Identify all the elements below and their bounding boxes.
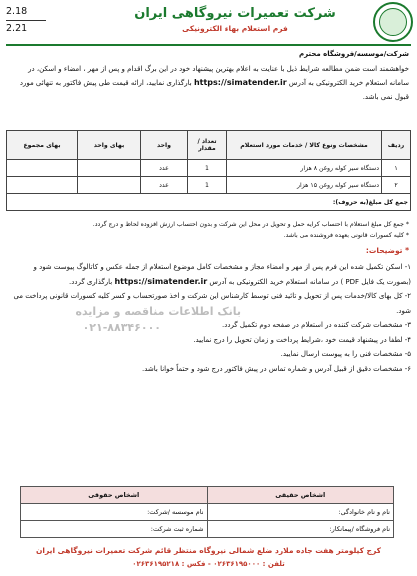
header-spec: مشخصات ونوع کالا / خدمات مورد استعلام xyxy=(227,131,382,160)
legal-persons-header: اشخاص حقوقی xyxy=(21,487,208,504)
table-row xyxy=(7,177,411,194)
intro-site-link[interactable]: https://simatender.ir xyxy=(193,78,287,87)
row-spec: دستگاه سیر کوله روغن ۱۵ هزار xyxy=(227,177,382,194)
signature-row xyxy=(21,504,394,521)
header-unit: واحد xyxy=(141,131,188,160)
watermark-phone: ۰۲۱-۸۸۳۴۶۰۰۰ xyxy=(82,320,161,334)
footer-address: کرج کیلومتر هفت جاده ملارد ضلع شمالی نیروگاه منتظر قائم شرکت تعمیرات نیروگاهی ایران xyxy=(36,546,381,555)
intro-text-2: بارگذاری نمایید، ارائه قیمت طی پیش فاکتور به تنهائی مورد قبول نمی باشد. xyxy=(19,79,409,101)
real-shop-field[interactable]: نام فروشگاه /پیمانکار: xyxy=(207,521,394,538)
legal-registration-field[interactable]: شماره ثبت شرکت: xyxy=(21,521,208,538)
items-table xyxy=(6,130,411,211)
company-logo xyxy=(373,2,413,42)
row-unit-price[interactable] xyxy=(78,177,141,194)
explanation-site-link[interactable]: https://simatender.ir xyxy=(114,276,208,286)
row-total[interactable] xyxy=(7,177,78,194)
header-unit-price: بهای واحد xyxy=(78,131,141,160)
notes-block xyxy=(7,219,409,241)
row-number: ۱ xyxy=(382,160,411,177)
logo-emblem xyxy=(379,8,407,36)
header-qty: تعداد / مقدار xyxy=(188,131,227,160)
signature-header-row xyxy=(21,487,394,504)
row-unit: عدد xyxy=(141,160,188,177)
row-total[interactable] xyxy=(7,160,78,177)
explanation-item-3: ۳- مشخصات شرکت کننده در استعلام در صفحه دوم تکمیل گردد. xyxy=(221,321,411,329)
explanation-item-4: ۴- لطفا در پیشنهاد قیمت خود ،شرایط پرداخت و زمان تحویل را درج نمایید. xyxy=(193,335,411,344)
explanation-1-text: ۱- اسکن تکمیل شده این فرم پس از مهر و امضاء مجاز و مشخصات کامل موضوع استعلام از جمله عکس و کاتالوگ پیوست شود و (بصورت یک فایل PDF ) در سامانه استعلام خرید الکترونیکی به آدرس xyxy=(33,263,411,286)
real-name-field[interactable]: نام و نام خانوادگی: xyxy=(207,504,394,521)
explanation-item-5: ۵- مشخصات فنی را به پیوست ارسال نمایید. xyxy=(280,350,411,358)
row-number: ۲ xyxy=(382,177,411,194)
real-persons-header: اشخاص حقیقی xyxy=(207,487,394,504)
row-qty: 1 xyxy=(188,160,227,177)
intro-text-1: خواهشمند است ضمن مطالعه شرایط ذیل با عنایت به اعلام بهترین پیشنهاد خود در این برگ اقدام و پس از مهر ، امضاء و اسکن، در سامانه استعلام خرید الکترونیکی به آدرس xyxy=(28,65,409,87)
explanation-item-6: ۶- مشخصات دقیق از قبیل آدرس و شماره تماس در پیش فاکتور درج شود و حتماً خوانا باشد. xyxy=(142,364,411,373)
company-title: شرکت تعمیرات نیروگاهی ایران xyxy=(134,6,336,21)
explanations-title: * توضیحات: xyxy=(365,246,409,255)
explanation-item-2: ۲- کل بهای کالا/خدمات پس از تحویل و تائید فنی توسط کارشناس این شرکت و اخذ صورتحساب و کسر کلیه کسورات قانونی پرداخت می شود. xyxy=(13,292,411,315)
page-number-box xyxy=(6,4,46,37)
legal-name-field[interactable]: نام موسسه /شرکت: xyxy=(21,504,208,521)
header-divider xyxy=(6,44,411,46)
row-unit: عدد xyxy=(141,177,188,194)
sum-row xyxy=(7,194,411,211)
sum-label[interactable]: جمع کل مبلغ(به حروف): xyxy=(7,194,411,211)
page-number-bottom: 2.21 xyxy=(6,23,28,34)
footer-phones: تلفن : ۰۲۶۳۶۱۹۵۰۰۰ - فکس : ۰۲۶۳۶۱۹۵۲۱۸ xyxy=(132,560,285,568)
items-header-row xyxy=(7,131,411,160)
explanations-block xyxy=(7,260,411,376)
row-spec: دستگاه سیر کوله روغن ۸ هزار xyxy=(227,160,382,177)
explanation-item-1 xyxy=(7,260,411,289)
table-row xyxy=(7,160,411,177)
intro-paragraph xyxy=(7,62,409,104)
row-unit-price[interactable] xyxy=(78,160,141,177)
form-subtitle: فرم استعلام بهاء الکترونیکی xyxy=(182,24,288,33)
note-item: * جمع کل مبلغ استعلام با احتساب کرایه حمل و تحویل در محل این شرکت و بدون احتساب ارزش افزوده لحاظ و درج گردد. xyxy=(92,221,409,228)
header-row-number: ردیف xyxy=(382,131,411,160)
signature-table xyxy=(20,486,394,538)
header-total: بهای مجموع xyxy=(7,131,78,160)
watermark-text: بانک اطلاعات مناقصه و مزایده xyxy=(75,304,241,318)
explanation-1-text-end: بارگذاری گردد. xyxy=(69,277,113,286)
note-item: * کلیه کسورات قانونی بعهده فروشنده می باشد. xyxy=(283,232,409,239)
recipient-line: شرکت/موسسه/فروشگاه محترم xyxy=(299,50,409,58)
page-number-top: 2.18 xyxy=(6,4,46,21)
signature-row xyxy=(21,521,394,538)
row-qty: 1 xyxy=(188,177,227,194)
